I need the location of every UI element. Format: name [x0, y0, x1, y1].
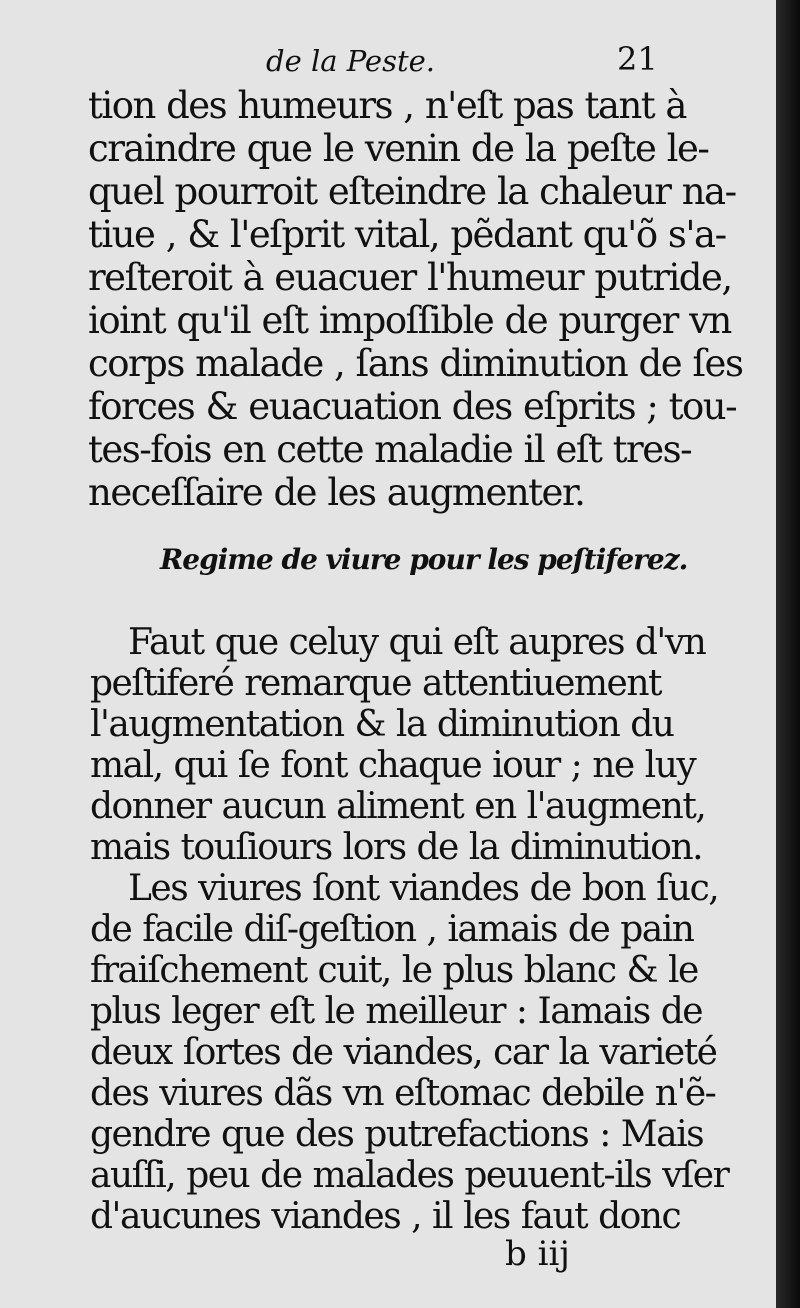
text-line: Faut que celuy qui eſt aupres d'vn: [128, 622, 706, 663]
text-line: deux ſortes de viandes, car la varieté: [90, 1032, 717, 1073]
text-line: plus leger eſt le meilleur : Iamais de: [90, 991, 703, 1032]
text-line: de facile diſ-geſtion , iamais de pain: [90, 909, 694, 950]
text-line: tion des humeurs , n'eſt pas tant à: [88, 84, 686, 127]
text-line: reſteroit à euacuer l'humeur putride,: [88, 256, 732, 299]
text-line: des viures dãs vn eſtomac debile n'ẽ-: [90, 1073, 716, 1114]
text-line: neceſſaire de les augmenter.: [88, 471, 585, 514]
running-title: de la Peste.: [266, 44, 436, 78]
text-line: craindre que le venin de la peſte le-: [88, 127, 709, 170]
text-line: corps malade , ſans diminution de ſes: [88, 342, 743, 385]
text-line: mais touſiours lors de la diminution.: [90, 827, 703, 868]
section-heading: Regime de viure pour les peſtiferez.: [160, 543, 688, 576]
text-line: l'augmentation & la diminution du: [90, 704, 674, 745]
page-number: 21: [617, 40, 658, 78]
text-line: tiue , & l'eſprit vital, pẽdant qu'õ s'a-: [88, 213, 726, 256]
text-line: forces & euacuation des eſprits ; tou-: [88, 385, 737, 428]
text-line: peſtiferé remarque attentiuement: [90, 663, 661, 704]
scan-edge: [776, 0, 800, 1308]
text-line: gendre que des putrefactions : Mais: [90, 1114, 704, 1155]
text-line: Les viures ſont viandes de bon ſuc,: [128, 868, 719, 909]
text-line: d'aucunes viandes , il les faut donc: [90, 1196, 681, 1237]
text-line: ioint qu'il eſt impoſſible de purger vn: [88, 299, 731, 342]
text-line: donner aucun aliment en l'augment,: [90, 786, 706, 827]
text-line: auſſi, peu de malades peuuent-ils vſer: [90, 1155, 729, 1196]
text-line: fraiſchement cuit, le plus blanc & le: [90, 950, 698, 991]
text-line: tes-fois en cette maladie il eſt tres-: [88, 428, 692, 471]
signature-mark: b iij: [505, 1234, 570, 1274]
text-line: quel pourroit eſteindre la chaleur na-: [88, 170, 736, 213]
text-line: mal, qui ſe font chaque iour ; ne luy: [90, 745, 696, 786]
